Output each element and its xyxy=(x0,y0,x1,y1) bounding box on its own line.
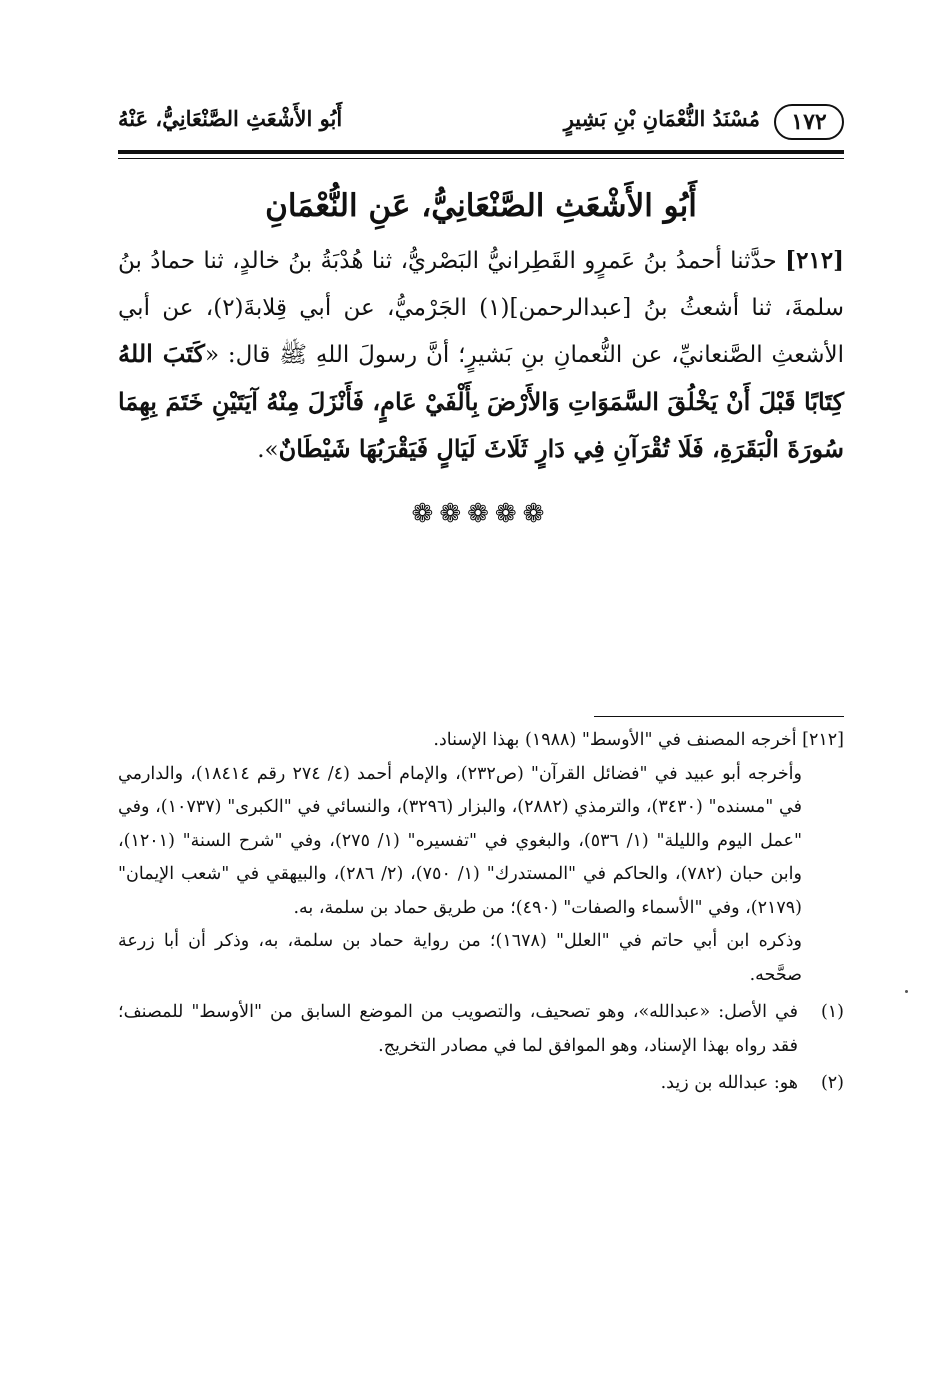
hadith-isnad: حدَّثنا أحمدُ بنُ عَمرٍو القَطِرانيُّ البَصْريُّ، ثنا هُدْبَةُ بنُ خالدٍ، ثنا حمادُ بنُ سلمةَ، ثنا أشعثُ بنُ [عبدالرحمن](١) الجَرْميُّ، عن أبي قِلابةَ(٢)، عن أبي الأشعثِ الصَّنعانيِّ، عن النُّعمانِ بنِ بَشيرٍ؛ أنَّ رسولَ اللهِ ﷺ قال: « xyxy=(118,248,844,368)
main-text xyxy=(118,180,844,534)
scan-speck xyxy=(905,990,908,993)
book-title: مُسْنَدُ النُّعْمَانِ بْنِ بَشِيرٍ xyxy=(563,106,760,131)
hadith-matn: كَتَبَ اللهُ كِتَابًا قَبْلَ أَنْ يَخْلُقَ السَّمَوَاتِ وَالأَرْضَ بِأَلْفَيْ عَامٍ، فَأَنْزَلَ مِنْهُ آيَتَيْنِ خَتَمَ بِهِمَا سُورَةَ الْبَقَرَةِ، فَلَا تُقْرَآنِ فِي دَارٍ ثَلَاثَ لَيَالٍ فَيَقْرَبُهَا شَيْطَانٌ xyxy=(118,339,844,463)
page-number: ١٧٢ xyxy=(774,104,844,140)
header-rule-thick xyxy=(118,150,844,154)
takhrij-text-1: أخرجه المصنف في "الأوسط" (١٩٨٨) بهذا الإسناد. xyxy=(433,730,797,750)
takhrij-block xyxy=(118,724,844,992)
section-ornament: ❁❁❁❁❁ xyxy=(411,498,551,529)
takhrij-paragraph xyxy=(118,724,844,758)
footnote-1 xyxy=(118,996,844,1063)
footnote-1-marker: (١) xyxy=(820,1002,844,1022)
takhrij-marker: [٢١٢] xyxy=(802,730,844,750)
takhrij-text-3: وذكره ابن أبي حاتم في "العلل" (١٦٧٨)؛ من رواية حماد بن سلمة، به، وذكر أن أبا زرعة صحَّحه. xyxy=(118,931,802,985)
chapter-title: أَبُو الأَشْعَثِ الصَّنْعَانِيُّ، عَنْهُ xyxy=(118,106,343,131)
hadith-paragraph xyxy=(118,238,844,474)
footnote-2 xyxy=(118,1067,844,1101)
takhrij-text-2: وأخرجه أبو عبيد في "فضائل القرآن" (ص٢٣٢)، والإمام أحمد (٤/ ٢٧٤ رقم ١٨٤١٤)، والدارمي في "مسنده" (٣٤٣٠)، والترمذي (٢٨٨٢)، والبزار (٣٢٩٦)، والنسائي في "الكبرى" (١٠٧٣٧)، وفي "عمل اليوم والليلة" (١/ ٥٣٦)، والبغوي في "تفسيره" (١/ ٢٧٥)، وفي "شرح السنة" (١٢٠١)، وابن حبان (٧٨٢)، والحاكم في "المستدرك" (١/ ٧٥٠)، (٢/ ٢٨٦)، والبيهقي في "شعب الإيمان" (٢١٧٩)، وفي "الأسماء والصفات" (٤٩٠)؛ من طريق حماد بن سلمة، به. xyxy=(118,763,803,918)
footnote-2-text: هو: عبدالله بن زيد. xyxy=(660,1073,798,1093)
hadith-closing: ». xyxy=(257,437,279,463)
hadith-number: [٢١٢] xyxy=(785,247,845,274)
footnote-2-marker: (٢) xyxy=(820,1073,844,1093)
footnotes xyxy=(118,724,844,1105)
running-header xyxy=(118,100,844,146)
section-title: أَبُو الأَشْعَثِ الصَّنْعَانِيُّ، عَنِ النُّعْمَانِ xyxy=(265,188,697,224)
footnote-1-text: في الأصل: «عبدالله»، وهو تصحيف، والتصويب من الموضع السابق من "الأوسط" للمصنف؛ فقد رواه بهذا الإسناد، وهو الموافق لما في مصادر التخريج. xyxy=(118,1002,798,1056)
header-rule-thin xyxy=(118,158,844,159)
footnote-rule xyxy=(594,716,844,717)
